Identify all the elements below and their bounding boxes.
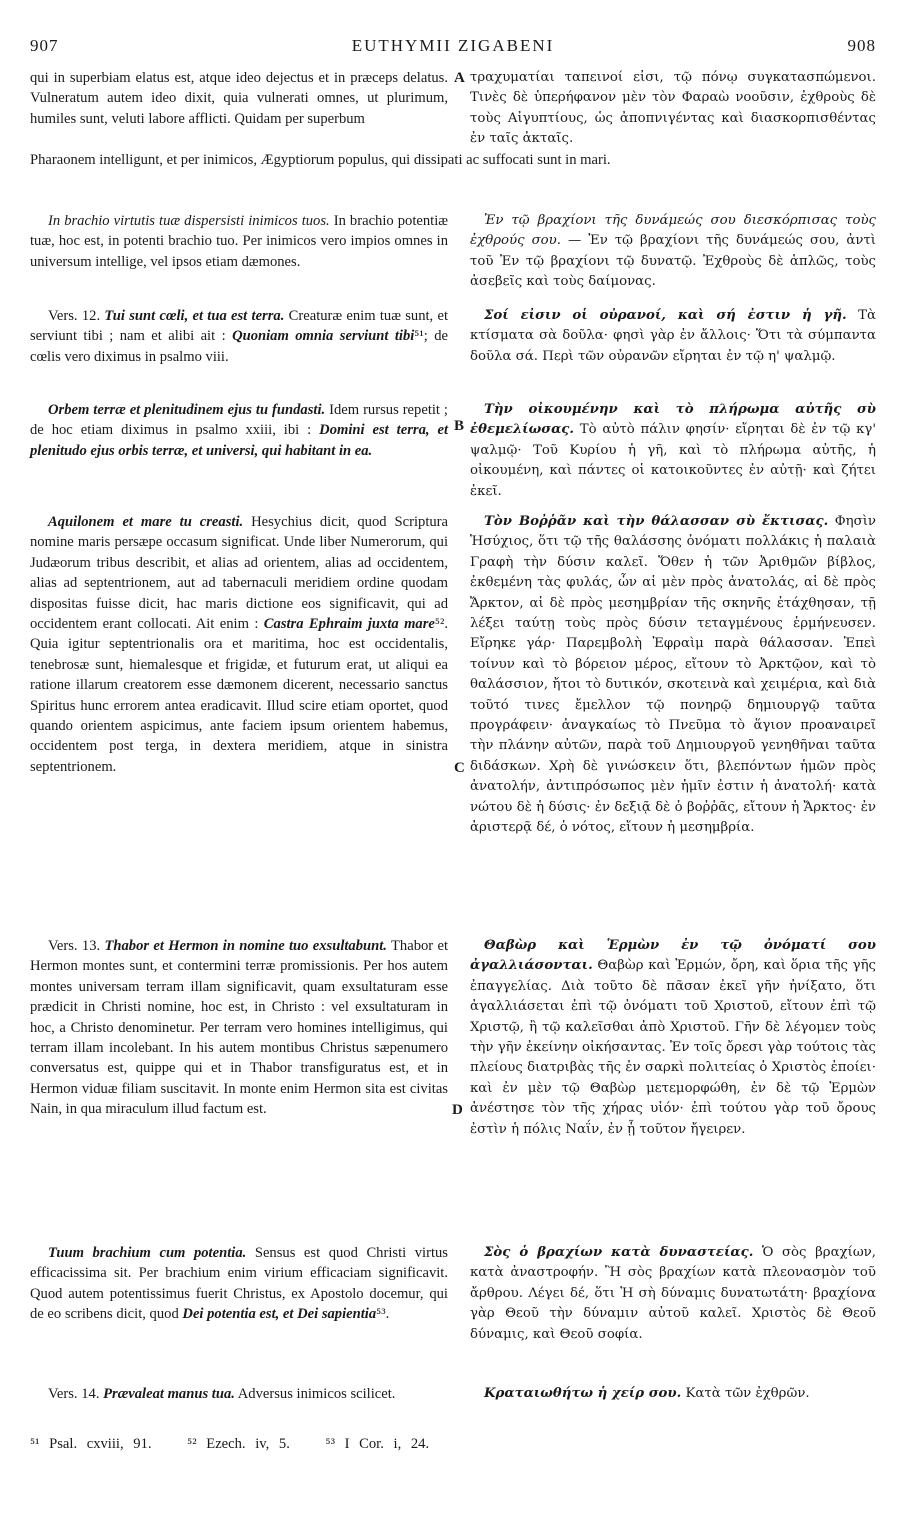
right-page-number: 908: [847, 36, 876, 55]
latin-text: ; de cœlis vero diximus in psalmo viii.: [30, 328, 449, 365]
latin-paragraph-4: [30, 400, 448, 461]
greek-lemma: Τὸν Βοῤῥᾶν καὶ τὴν θάλασσαν σὺ ἔκτισας.: [484, 514, 829, 529]
latin-quote: Quoniam omnia serviunt tibi: [232, 328, 415, 345]
greek-lemma: Ἐν τῷ βραχίονι τῆς δυνάμεώς σου διεσκόρπισας τοὺς ἐχθρούς σου.: [470, 213, 876, 249]
latin-text: Sensus est quod Christi virtus efficacissima sit. Per brachium enim virium efficaciam significavit. Quod autem potentissimus fuerit Christus, ex Apostolo docemur, qui de eo scribens dicit, quod: [30, 1245, 448, 1323]
greek-text: Τὸ αὐτὸ πάλιν φησίν· εἴρηται δὲ ἐν τῷ κγ' ψαλμῷ· Τοῦ Κυρίου ἡ γῆ, καὶ τὸ πλήρωμα αὐτῆς, ἡ οἰκουμένη, καὶ πάντες οἱ κατοικοῦντες ἐν αὐτῇ· καὶ ζήτει ἐκεῖ.: [470, 422, 876, 499]
margin-letter-a: A: [454, 70, 465, 86]
footnote: ⁵³ I Cor. i, 24.: [325, 1436, 430, 1452]
greek-lemma: Κραταιωθήτω ἡ χείρ σου.: [484, 1386, 682, 1401]
latin-lemma: Aquilonem et mare tu creasti.: [48, 514, 244, 530]
left-page-number: 907: [30, 36, 59, 55]
latin-text: Adversus inimicos scilicet.: [237, 1386, 396, 1402]
greek-lemma: Τὴν οἰκουμένην καὶ τὸ πλήρωμα αὐτῆς σὺ ἐθεμελίωσας.: [470, 402, 876, 438]
greek-text: — Ἐν τῷ βραχίονι τῆς δυνάμεώς σου, ἀντὶ τοῦ Ἐν τῷ βραχίονι τῷ δυνατῷ. Ἐχθροὺς δὲ ἁπλῶς, τοὺς ἀσεβεῖς καὶ τοὺς δαίμονας.: [470, 233, 877, 290]
latin-paragraph-3: [30, 306, 448, 367]
greek-paragraph-1: [470, 68, 876, 150]
latin-paragraph-1: [30, 68, 448, 129]
latin-lemma: In brachio virtutis tuæ dispersisti inimicos tuos.: [48, 213, 330, 229]
latin-text: Thabor et Hermon montes sunt, et conterminі terræ promissionis. Per hos autem montes universam terram illam significavit, quam exsultaturam esse prædicit in Christi nomine, hoc est, in Christo : vel exsultaturam in hoc, a Christo denominetur. Per terram vero homines intelligimus, qui terram illam incolebant. In his autem montibus Christus sæpenumero conversatus est, quippe qui et in Thabor transfiguratus est, et in Hermon viduæ filiam suscitavit. In monte enim Hermon sita est civitas Nain, in qua miraculum illud factum est.: [30, 938, 448, 1118]
greek-text: τραχυματίαι ταπεινοί εἰσι, τῷ πόνῳ συγκατασπώμενοι. Τινὲς δὲ ὑπερήφανον μὲν τὸν Φαραὼ νοοῦσιν, ἐχθροὺς δὲ τοὺς Αἰγυπτίους, ὡς ἀποπνιγέντας καὶ διασκορπισθέντας ἐν ταῖς ἀκταῖς.: [470, 70, 876, 147]
footnote-ref: ⁵³: [376, 1306, 386, 1323]
verse-number: Vers. 13.: [48, 938, 101, 954]
footnote-ref: ⁵²: [434, 616, 445, 633]
latin-text: Idem rursus repetit ; de hoc etiam diximus in psalmo xxiii, ibi :: [30, 402, 448, 439]
footnote: ⁵¹ Psal. cxviii, 91.: [30, 1436, 152, 1452]
latin-lemma: Tuum brachium cum potentia.: [48, 1245, 247, 1261]
latin-paragraph-5: [30, 512, 448, 777]
greek-text: Φησὶν Ἡσύχιος, ὅτι τῷ τῆς θαλάσσης ὀνόματι πολλάκις ἡ παλαιὰ Γραφὴ τὴν δύσιν καλεῖ. Ὅθεν ἡ τῶν Ἀριθμῶν βίβλος, ἐκθεμένη τὰς φυλάς, ὧν αἱ μὲν πρὸς ἀνατολάς, αἱ δὲ πρὸς Ἄρκτον, αἱ δὲ πρὸς μεσημβρίαν τῆς σκηνῆς ἐτάχθησαν, τῇ λέξει ταύτῃ τοὺς πρὸς δύσιν τεταγμένους ἑρμήνευσεν. Εἴρηκε γάρ· Παρεμβολὴ Ἐφραὶμ παρὰ θάλασσαν. Ἐπεὶ τοίνυν καὶ τὸ βόρειον μέρος, εἴτουν τὸ Ἀρκτῷον, καὶ τὸ θαλάσσιον, ἤτοι τὸ δυτικόν, σκοτεινὰ καὶ χειμέρια, καὶ διὰ τοῦτό τινες ἔμελλον τῷ πονηρῷ δημιουργῷ ταῦτα προγράφειν· ἀναγκαίως τὸ Πνεῦμα τὸ ἅγιον προαναιρεῖ τὴν πλάνην αὐτῶν, παρὰ τοῦ Δημιουργοῦ γενηθῆναι ταῦτα διδάσκων. Χρὴ δὲ γινώσκειν ὅτι, βλεπόντων ἡμῶν πρὸς ἀνατολήν, ἀντιπρόσωπος μὲν ἡμῖν ἐστιν ἡ ἀνατολή· κατὰ νώτου δὲ ἡ δύσις· ἐν δεξιᾷ δὲ ὁ βοῤῥᾶς, εἴτουν ἡ Ἄρκτος· ἐν ἀριστερᾷ δέ, ὁ νότος, εἴτουν ἡ μεσημβρία.: [470, 514, 876, 836]
latin-lemma: Prævaleat manus tua.: [103, 1386, 235, 1402]
latin-lemma: Tui sunt cœli, et tua est terra.: [104, 308, 285, 324]
latin-text: qui in superbiam elatus est, atque ideo dejectus et in præceps delatus. Vulneratum autem ideo dixit, quia vulnerati omnes, ut plurimum, humiles sunt, veluti labore afflicti. Quidam per superbum: [30, 70, 448, 127]
footnotes: [30, 1436, 429, 1453]
latin-paragraph-8: [30, 1384, 448, 1404]
greek-lemma: Θαβὼρ καὶ Ἑρμὼν ἐν τῷ ὀνόματί σου ἀγαλλιάσονται.: [470, 938, 876, 974]
greek-paragraph-6: [470, 936, 876, 1140]
greek-text: Θαβὼρ καὶ Ἑρμών, ὄρη, καὶ ὅρια τῆς γῆς ἐπαγγελίας. Διὰ τοῦτο δὲ πᾶσαν ἐκεῖ γῆν ἠνίξατο, ὅτι ἀγαλλιάσεται ἐπὶ τῷ ὀνόματι τοῦ Χριστοῦ, εἴτουν ἐπὶ τῷ Χριστῷ, ἢ τῷ καλεῖσθαι ἀπὸ Χριστοῦ. Γῆν δὲ λέγομεν τοὺς τὴν γῆν ἐκείνην οἰκήσαντας. Ἐν τοῖς ὄρεσι γὰρ τούτοις τὰς πλείους διατριβὰς τῆς ἐν σαρκὶ πολιτείας ὁ Χριστὸς ἐποίει· καὶ ἐν μὲν τῷ Θαβὼρ μετεμορφώθη, ἐν δὲ τῷ Ἑρμὼν ἀνέστησε τὸν τῆς χήρας υἱόν· ἐπὶ τούτου γὰρ τοῦ ὄρους ἐστὶν ἡ πόλις Ναΐν, ἐν ᾗ τοῦτον ἤγειρεν.: [470, 958, 876, 1137]
greek-lemma: Σὸς ὁ βραχίων κατὰ δυναστείας.: [484, 1245, 754, 1260]
greek-paragraph-3: [470, 306, 876, 367]
running-title: EUTHYMII ZIGABENI: [351, 36, 555, 55]
verse-number: Vers. 12.: [48, 308, 101, 324]
latin-text: Pharaonem intelligunt, et per inimicos, Ægyptiorum populus, qui dissipati ac suffocati sunt in mari.: [30, 152, 611, 168]
latin-paragraph-6: [30, 936, 448, 1120]
greek-text: Ὁ σὸς βραχίων, κατὰ ἀναστροφήν. Ἢ σὸς βραχίων κατὰ πλεονασμὸν τοῦ ἄρθρου. Λέγει δέ, ὅτι Ἡ σὴ δύναμις δυνατωτάτη· βραχίονα γὰρ Θεοῦ τὴν δύναμιν αὐτοῦ καλεῖ. Χριστὸς δὲ Θεοῦ δύναμις, καὶ Θεοῦ σοφία.: [470, 1245, 876, 1342]
greek-paragraph-7: [470, 1243, 876, 1345]
latin-paragraph-7: Tuum brachium cum potentia. Sensus est quod Christi virtus efficacissima sit. Per brachium enim virium efficaciam significavit. Quod autem potentissimus fuerit Christus, ex Apostolo docemur, qui de eo scribens dicit, quod Dei potentia est, et Dei sapientia⁵³.: [30, 1245, 448, 1323]
greek-paragraph-2: [470, 211, 876, 293]
margin-letter-d: D: [452, 1102, 463, 1118]
greek-lemma: Σοί εἰσιν οἱ οὐρανοί, καὶ σή ἐστιν ἡ γῆ.: [484, 308, 847, 323]
latin-text: Hesychius dicit, quod Scriptura nomine maris persæpe occasum significat. Unde liber Numerorum, qui Judæorum tribus describit, et alias ad orientem, alias ad occidentem, alias ad septentrionem, aut ad tabernaculi meridiem ordine quodam dispositas fuisse dicit, hac maris dictione eos significavit, qui ad occidentem erant collocati. Ait enim :: [30, 514, 449, 633]
greek-text: Τὰ κτίσματα σὰ δοῦλα· φησὶ γὰρ ἐν ἄλλοις· Ὅτι τὰ σύμπαντα δοῦλα σά. Περὶ τῶν οὐρανῶν εἴρηται ἐν τῷ η' ψαλμῷ.: [470, 308, 876, 364]
margin-letter-b: B: [454, 418, 465, 434]
latin-paragraph-2: [30, 211, 448, 272]
latin-lemma: Orbem terræ et plenitudinem ejus tu fundasti.: [48, 402, 326, 418]
greek-text: Κατὰ τῶν ἐχθρῶν.: [685, 1386, 810, 1401]
latin-lemma: Thabor et Hermon in nomine tuo exsultabunt.: [104, 938, 387, 954]
latin-text: . Quia igitur septentrionalis ora et maritima, hoc est occidentalis, tenebrosæ sunt, hiemalesque et frigidæ, et futurum erat, ut aliqui ea ratione illarum creatorem esse dæmonem dicerent, necessario sanctus Spiritus hunc errorem antea eradicavit. Illud scire etiam oportet, quod quando orientem aspicimus, ante faciem ipsum orientem habemus, occidentem post terga, in dextera meridiem, atque in sinistra septentrionem.: [30, 616, 449, 775]
greek-paragraph-4: [470, 400, 876, 502]
greek-paragraph-8: [470, 1384, 876, 1404]
latin-quote: Dei potentia est, et Dei sapientia: [182, 1306, 377, 1323]
footnote: ⁵² Ezech. iv, 5.: [187, 1436, 290, 1452]
verse-number: Vers. 14.: [48, 1386, 100, 1402]
latin-quote: Domini est terra, et plenitudo ejus orbis terræ, et universi, qui habitant in ea.: [30, 422, 448, 459]
greek-paragraph-5: [470, 512, 876, 839]
latin-text: In brachio potentiæ tuæ, hoc est, in potenti brachio tuo. Per inimicos vero impios omnes in universum intellige, vel ipsos etiam dæmones.: [30, 213, 448, 270]
latin-text: Creaturæ enim tuæ sunt, et serviunt tibi ; nam et alibi ait :: [30, 308, 448, 345]
margin-letter-c: C: [454, 760, 465, 776]
running-header: [30, 36, 876, 62]
full-width-line: [30, 150, 876, 170]
footnote-ref: ⁵¹: [414, 328, 424, 345]
latin-quote: Castra Ephraim juxta mare: [263, 616, 435, 633]
